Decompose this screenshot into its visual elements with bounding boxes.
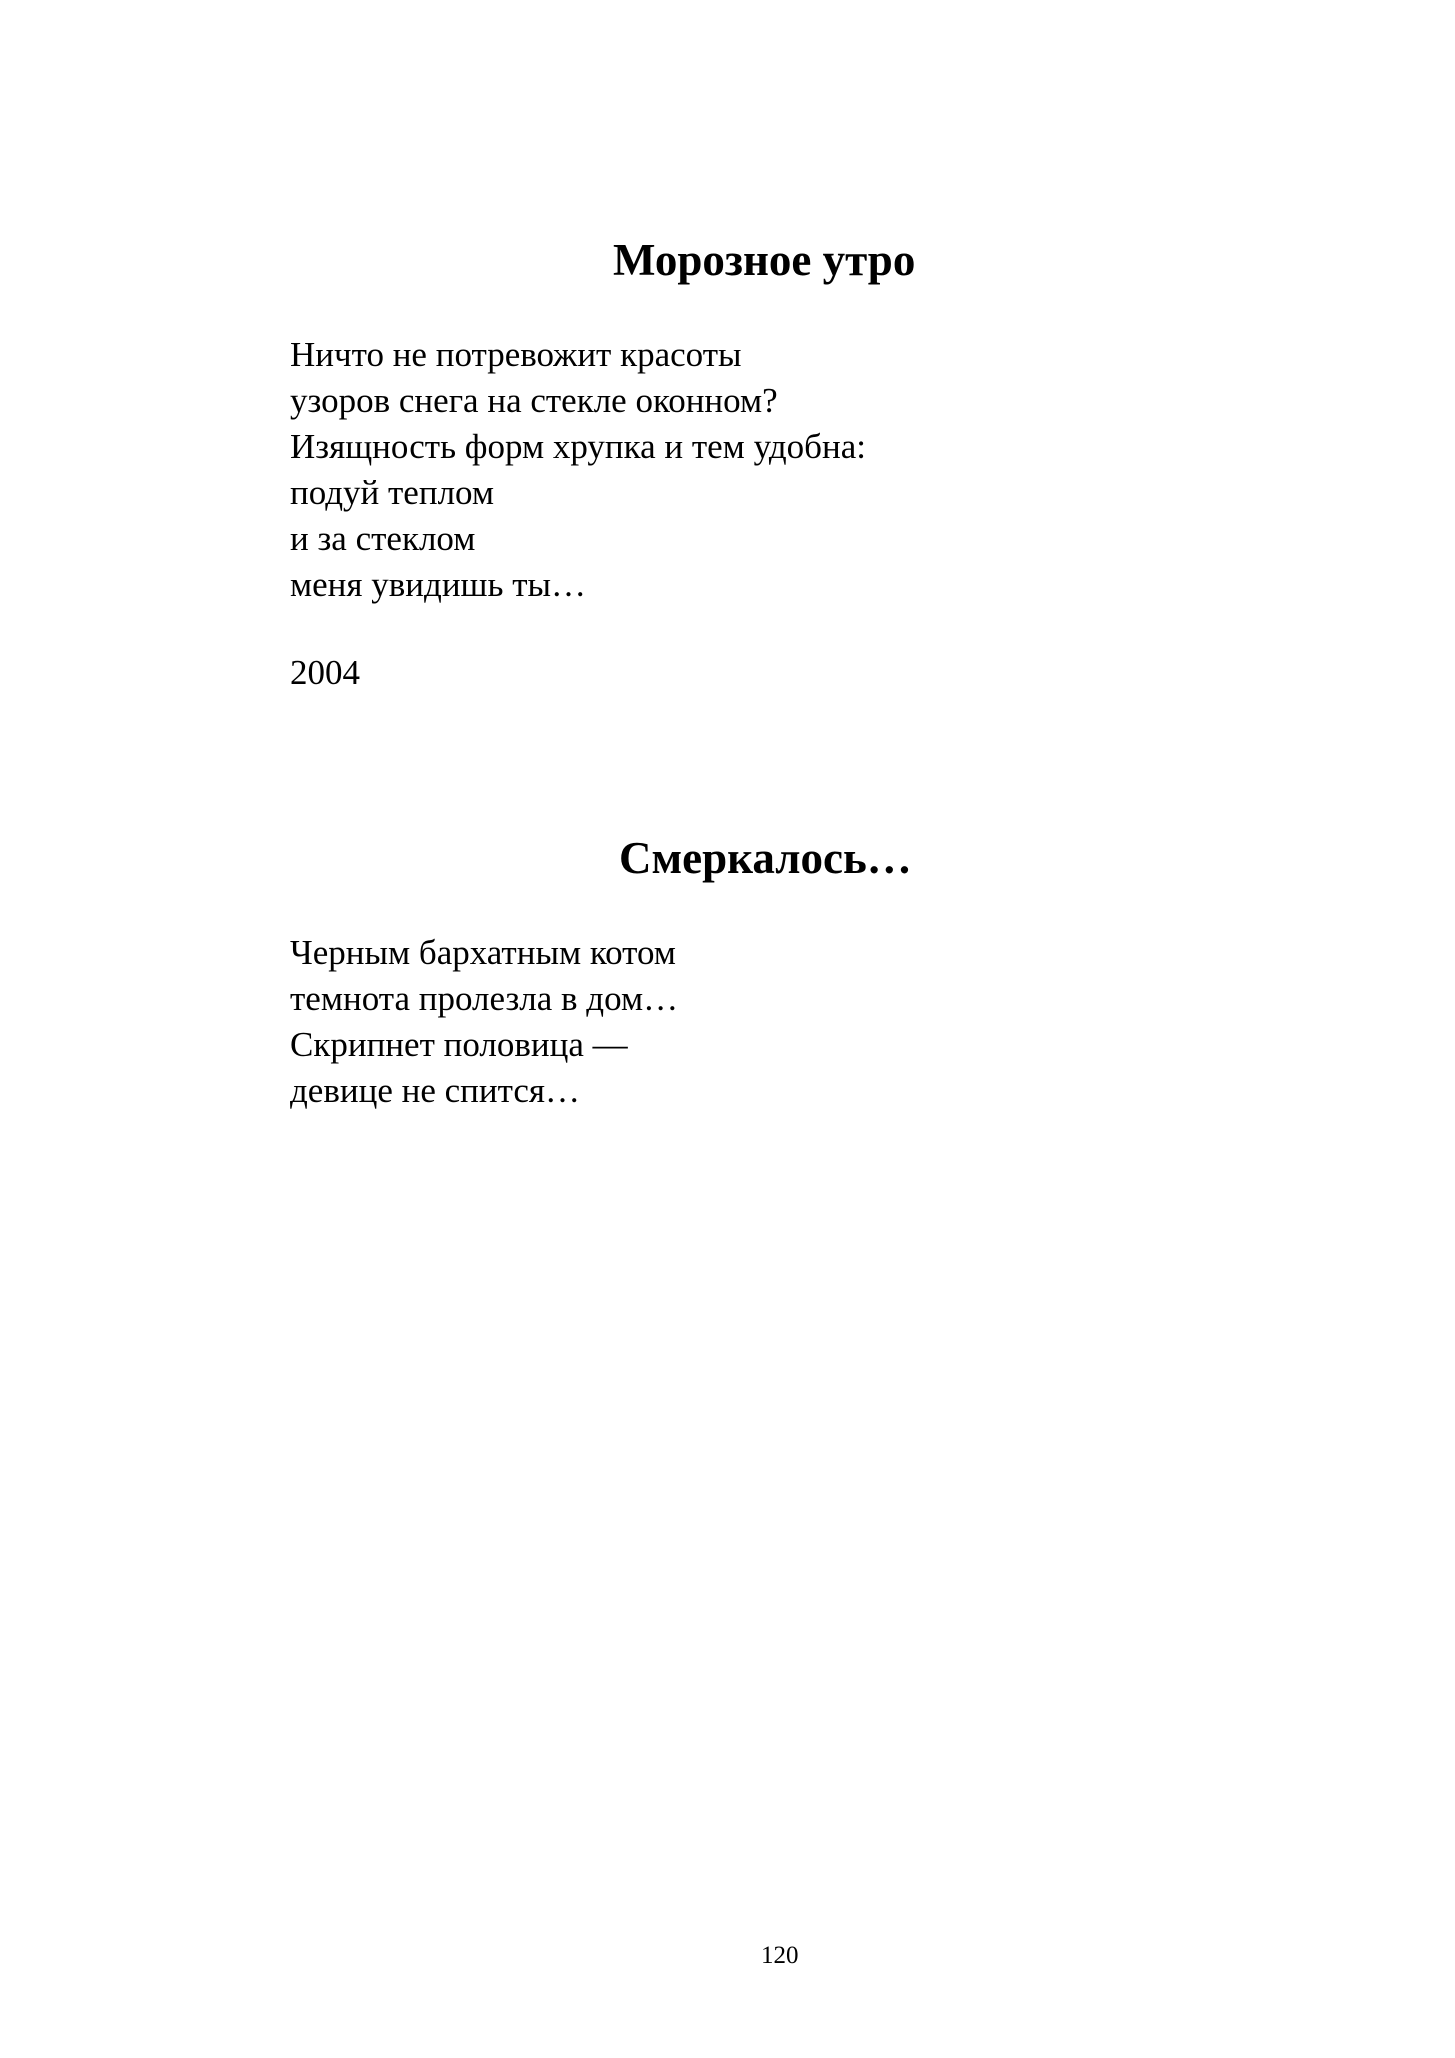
page-number: 120 [761,1942,799,1969]
poem-line: Черным бархатным котом [290,933,676,972]
poem-line: узоров снега на стекле оконном? [290,381,778,420]
poem-title: Морозное утро [613,235,916,285]
poem-line: Изящность форм хрупка и тем удобна: [290,427,866,466]
poem-line: темнота пролезла в дом… [290,979,679,1018]
poem-line: девице не спится… [290,1071,580,1110]
poem-title: Смеркалось… [619,833,912,883]
poem-line: Скрипнет половица — [290,1025,628,1064]
poem-line: подуй теплом [290,473,495,512]
poem-year: 2004 [290,653,360,692]
poem-line: Ничто не потревожит красоты [290,335,742,374]
poem-line: и за стеклом [290,519,476,558]
poem-line: меня увидишь ты… [290,565,587,604]
